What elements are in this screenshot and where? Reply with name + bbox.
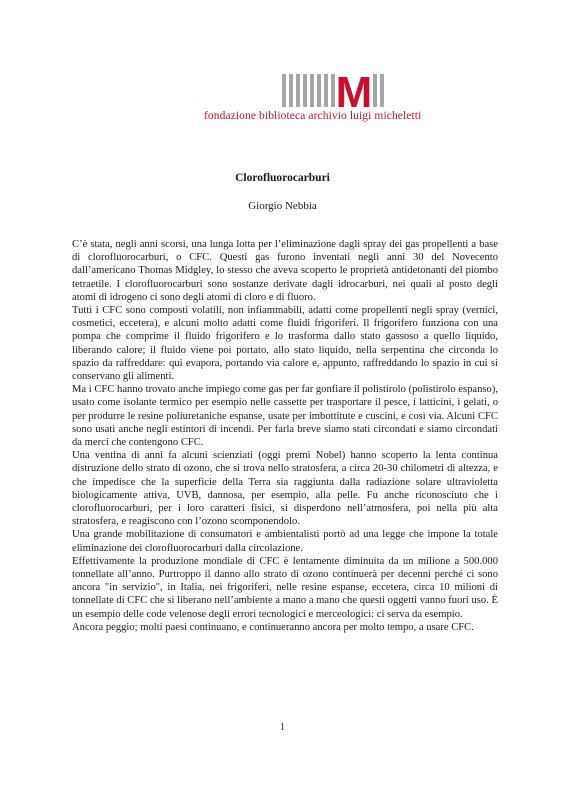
document-author: Giorgio Nebbia — [248, 200, 317, 212]
paragraph: C’è stata, negli anni scorsi, una lunga lotta per l’eliminazione dagli spray dei gas propellenti a base di clorofluorocarburi, o CFC. Questi gas furono inventati negli anni 30 del Novecento dall’americano Thomas Midgley, lo stesso che aveva scoperto le proprietà antidetonanti del piombo tetraetile. I clorofluorocarburi sono sostanze derivate dagli idrocarburi, nei quali al posto degli atomi di idrogeno ci sono degli atomi di cloro e di fluoro. — [72, 239, 498, 303]
document-body — [72, 238, 498, 634]
paragraph: Una grande mobilitazione di consumatori e ambientalisti portò ad una legge che impone la totale eliminazione dei clorofluorocarburi dalla circolazione. — [72, 529, 498, 554]
paragraph: Effettivamente la produzione mondiale di CFC è lentamente diminuita da un milione a 500.000 tonnellate all’anno. Purtroppo il danno allo strato di ozono continuerà per decenni perché ci sono ancora "in servizio", in Italia, nei frigoriferi, nelle resine espanse, eccetera, circa 10 milioni di tonnellate di CFC che si liberano nell’ambiente a mano a mano che questi oggetti vanno fuori uso. È un esempio delle code velenose degli errori tecnologici e merceologici: ci serva da esempio. — [72, 555, 498, 620]
paragraph: Ma i CFC hanno trovato anche impiego come gas per far gonfiare il polistirolo (polistirolo espanso), usato come isolante termico per esempio nelle cassette per trasportare il pesce, i latticini, i gelati, o per produrre le resine poliuretaniche espanse, usate per imbottitute e cuscini, e così via. Alcuni CFC sono usati anche negli estintori di incendi. Per farla breve siamo stati circondati e siamo circondati da merci che contengono CFC. — [72, 384, 499, 449]
logo-letter: M — [335, 72, 373, 108]
paragraph: Tutti i CFC sono composti volatili, non infiammabili, adatti come propellenti negli spray (vernici, cosmetici, eccetera), e alcuni molto adatti come fluidi frigoriferi. Il frigorifero funziona con una pompa che comprime il fluido frigorifero e lo trasforma dallo stato gassoso a quello liquido, liberando calore; il fluido viene poi portato, allo stato liquido, nella serpentina che circonda lo spazio da raffreddare: qui evapora, portando via calore e, appunto, raffreddando lo spazio in cui si conservano gli alimenti. — [72, 305, 498, 383]
document-title: Clorofluorocarburi — [235, 172, 330, 184]
page-number: 1 — [279, 722, 286, 733]
logo-caption: fondazione biblioteca archivio luigi micheletti — [204, 110, 422, 122]
paragraph: Ancora peggio; molti paesi continuano, e continueranno ancora per molto tempo, a usare CFC. — [72, 621, 474, 633]
paragraph: Una ventina di anni fa alcuni scienziati (oggi premi Nobel) hanno scoperto la lenta continua distruzione dello strato di ozono, che si trova nello stratosfera, a circa 20-30 chilometri di altezza, e che impedisce che la superficie della Terra sia raggiunta dalla radiazione solare ultravioletta biologicamente attiva, UVB, dannosa, per esempio, alla pelle. Fu anche riconosciuto che i clorofluorocarburi, per i loro caratteri fisici, si disperdono nell’atmosfera, poi nella più alta stratosfera, e reagiscono con l’ozono scomponendolo. — [72, 450, 498, 528]
foundation-logo — [282, 72, 384, 108]
